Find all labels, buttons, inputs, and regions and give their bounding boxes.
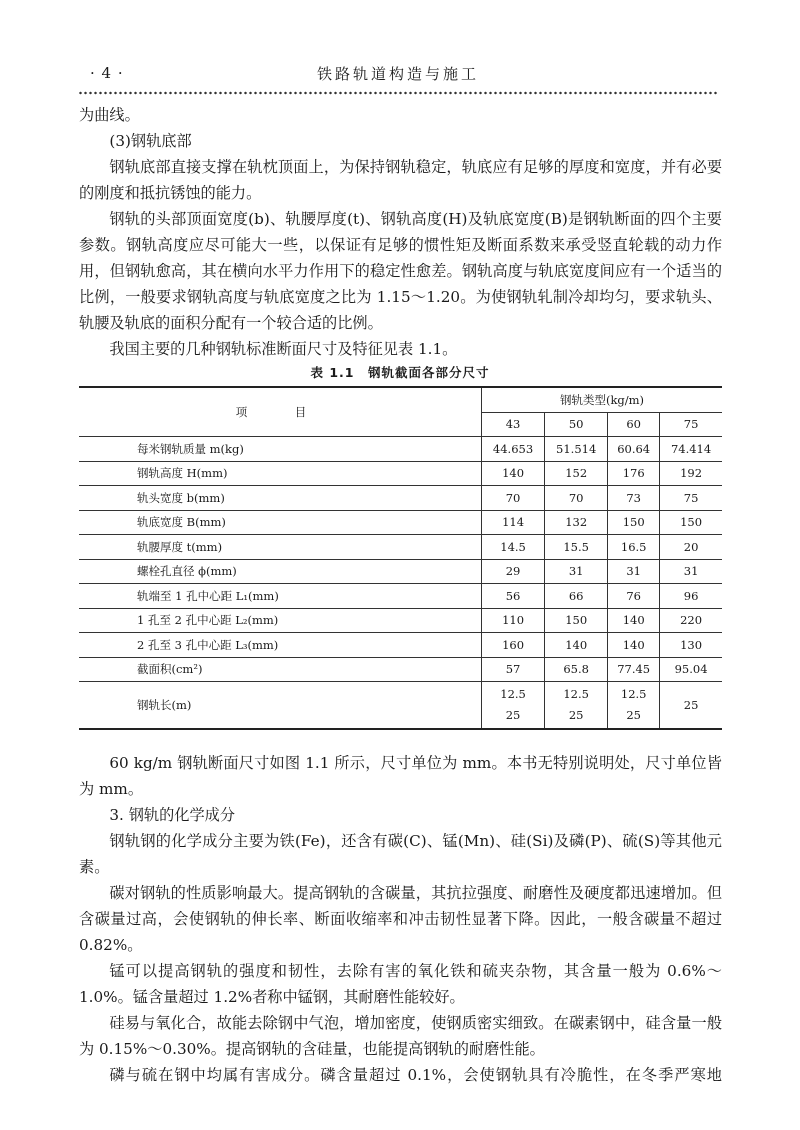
table-cell: 56 xyxy=(482,584,545,609)
table-cell: 74.414 xyxy=(660,437,722,462)
table-cell: 14.5 xyxy=(482,535,545,560)
table-cell: 66 xyxy=(545,584,608,609)
table-cell: 60.64 xyxy=(608,437,660,462)
table-cell: 15.5 xyxy=(545,535,608,560)
subheading-rail-base: (3)钢轨底部 xyxy=(109,132,192,150)
row-label: 钢轨高度 H(mm) xyxy=(79,461,482,486)
table-row xyxy=(79,559,722,584)
table-row xyxy=(79,657,722,682)
table-cell: 114 xyxy=(482,510,545,535)
row-label: 轨腰厚度 t(mm) xyxy=(79,535,482,560)
length-cell-50: 12.5 25 xyxy=(545,682,608,730)
table-cell: 140 xyxy=(482,461,545,486)
table-cell: 95.04 xyxy=(660,657,722,682)
row-label: 螺栓孔直径 ϕ(mm) xyxy=(79,559,482,584)
paragraph-carbon: 碳对钢轨的性质影响最大。提高钢轨的含碳量，其抗拉强度、耐磨性及硬度都迅速增加。但含碳量过高，会使钢轨的伸长率、断面收缩率和冲击韧性显著下降。因此，一般含碳量不超过 0.82%。 xyxy=(79,884,722,954)
table-row xyxy=(79,584,722,609)
table-cell: 75 xyxy=(660,486,722,511)
running-title: 铁路轨道构造与施工 xyxy=(316,65,479,83)
type-43: 43 xyxy=(482,412,545,437)
table-body xyxy=(79,437,722,682)
paragraph-continuation: 为曲线。 xyxy=(79,106,140,124)
table-cell: 110 xyxy=(482,608,545,633)
table-row-rail-length xyxy=(79,682,722,730)
table-caption: 表 1.1 钢轨截面各部分尺寸 xyxy=(310,365,490,380)
table-row xyxy=(79,461,722,486)
row-label: 轨端至 1 孔中心距 L₁(mm) xyxy=(79,584,482,609)
type-75: 75 xyxy=(660,412,722,437)
table-cell: 57 xyxy=(482,657,545,682)
table-cell: 150 xyxy=(608,510,660,535)
row-label: 1 孔至 2 孔中心距 L₂(mm) xyxy=(79,608,482,633)
table-cell: 150 xyxy=(660,510,722,535)
heading-chemical-composition: 3. 钢轨的化学成分 xyxy=(109,806,236,824)
table-cell: 140 xyxy=(545,633,608,658)
table-cell: 130 xyxy=(660,633,722,658)
table-row xyxy=(79,486,722,511)
body-text-top xyxy=(79,102,722,362)
row-label: 2 孔至 3 孔中心距 L₃(mm) xyxy=(79,633,482,658)
table-cell: 220 xyxy=(660,608,722,633)
table-cell: 140 xyxy=(608,633,660,658)
body-text-bottom xyxy=(79,750,722,1088)
paragraph-rail-parameters: 钢轨的头部顶面宽度(b)、轨腰厚度(t)、钢轨高度(H)及轨底宽度(B)是钢轨断面的四个主要参数。钢轨高度应尽可能大一些，以保证有足够的惯性矩及断面系数来承受竖直轮载的动力作用，但钢轨愈高，其在横向水平力作用下的稳定性愈差。钢轨高度与轨底宽度间应有一个适当的比例，一般要求钢轨高度与轨底宽度之比为 1.15～1.20。为使钢轨轧制冷却均匀，要求轨头、轨腰及轨底的面积分配有一个较合适的比例。 xyxy=(79,210,722,332)
table-cell: 29 xyxy=(482,559,545,584)
table-cell: 16.5 xyxy=(608,535,660,560)
length-cell-75: 25 xyxy=(660,682,722,730)
table-row xyxy=(79,608,722,633)
header-dotted-rule xyxy=(78,90,718,96)
paragraph-figure-reference: 60 kg/m 钢轨断面尺寸如图 1.1 所示，尺寸单位为 mm。本书无特别说明处，尺寸单位皆为 mm。 xyxy=(79,754,722,798)
row-label: 每米钢轨质量 m(kg) xyxy=(79,437,482,462)
table-cell: 44.653 xyxy=(482,437,545,462)
table-cell: 31 xyxy=(608,559,660,584)
paragraph-silicon: 硅易与氧化合，故能去除钢中气泡，增加密度，使钢质密实细致。在碳素钢中，硅含量一般为 0.15%～0.30%。提高钢轨的含硅量，也能提高钢轨的耐磨性能。 xyxy=(79,1014,722,1058)
paragraph-table-reference: 我国主要的几种钢轨标准断面尺寸及特征见表 1.1。 xyxy=(109,340,458,358)
table-cell: 51.514 xyxy=(545,437,608,462)
row-label: 截面积(cm²) xyxy=(79,657,482,682)
row-label: 钢轨长(m) xyxy=(79,682,482,730)
table-cell: 160 xyxy=(482,633,545,658)
table-cell: 76 xyxy=(608,584,660,609)
table-cell: 140 xyxy=(608,608,660,633)
table-cell: 96 xyxy=(660,584,722,609)
table-row xyxy=(79,510,722,535)
page-header xyxy=(78,60,718,86)
table-row xyxy=(79,437,722,462)
table-cell: 73 xyxy=(608,486,660,511)
item-column-header: 项 目 xyxy=(79,387,482,437)
table-cell: 31 xyxy=(545,559,608,584)
type-60: 60 xyxy=(608,412,660,437)
table-cell: 150 xyxy=(545,608,608,633)
table-cell: 77.45 xyxy=(608,657,660,682)
length-cell-43: 12.5 25 xyxy=(482,682,545,730)
table-row xyxy=(79,633,722,658)
type-50: 50 xyxy=(545,412,608,437)
paragraph-phosphorus-sulfur: 磷与硫在钢中均属有害成分。磷含量超过 0.1%，会使钢轨具有冷脆性，在冬季严寒地 xyxy=(109,1066,722,1084)
rail-dimension-table xyxy=(79,386,722,730)
rail-type-header: 钢轨类型(kg/m) xyxy=(482,387,723,412)
table-cell: 132 xyxy=(545,510,608,535)
table-cell: 70 xyxy=(545,486,608,511)
table-cell: 65.8 xyxy=(545,657,608,682)
paragraph-rail-base: 钢轨底部直接支撑在轨枕顶面上，为保持钢轨稳定，轨底应有足够的厚度和宽度，并有必要的刚度和抵抗锈蚀的能力。 xyxy=(79,158,722,202)
table-cell: 31 xyxy=(660,559,722,584)
table-row xyxy=(79,535,722,560)
page-number: · 4 · xyxy=(90,64,124,82)
table-cell: 20 xyxy=(660,535,722,560)
table-cell: 176 xyxy=(608,461,660,486)
row-label: 轨头宽度 b(mm) xyxy=(79,486,482,511)
table-cell: 192 xyxy=(660,461,722,486)
table-cell: 70 xyxy=(482,486,545,511)
length-cell-60: 12.5 25 xyxy=(608,682,660,730)
row-label: 轨底宽度 B(mm) xyxy=(79,510,482,535)
paragraph-manganese: 锰可以提高钢轨的强度和韧性，去除有害的氧化铁和硫夹杂物，其含量一般为 0.6%～1.0%。锰含量超过 1.2%者称中锰钢，其耐磨性能较好。 xyxy=(79,962,722,1006)
paragraph-composition: 钢轨钢的化学成分主要为铁(Fe)，还含有碳(C)、锰(Mn)、硅(Si)及磷(P)、硫(S)等其他元素。 xyxy=(79,832,722,876)
table-cell: 152 xyxy=(545,461,608,486)
table-header-row xyxy=(79,387,722,412)
